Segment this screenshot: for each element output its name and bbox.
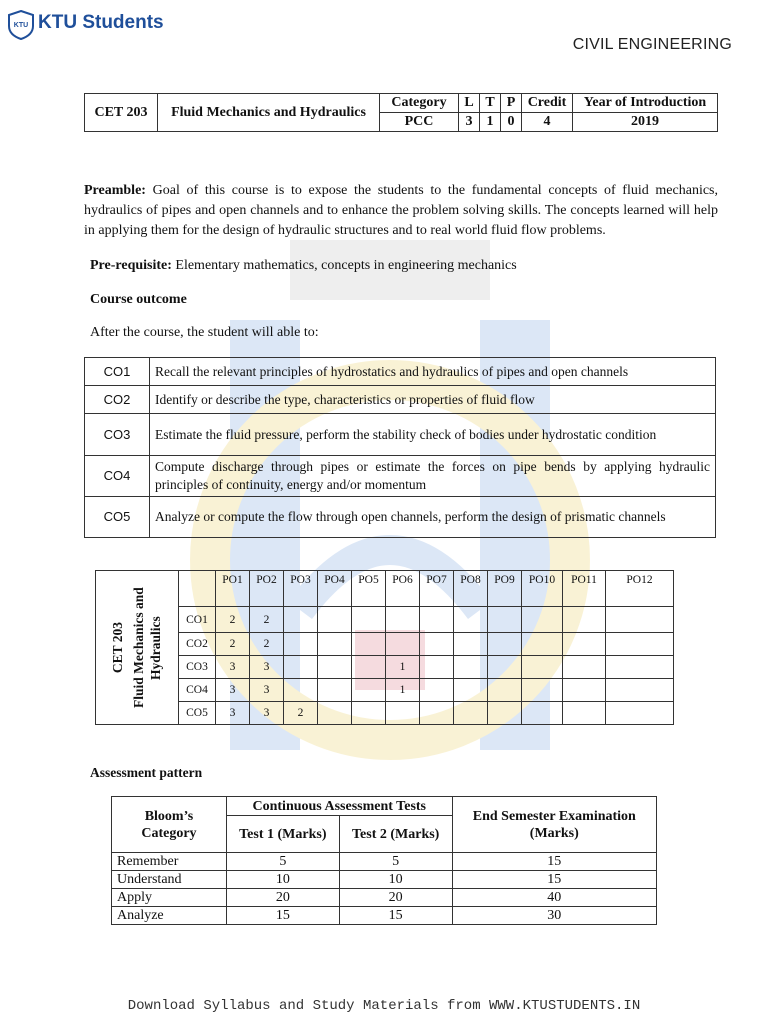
test2-mark: 20 — [339, 889, 452, 907]
department-title: CIVIL ENGINEERING — [572, 36, 732, 53]
mapping-cell — [606, 633, 674, 656]
mapping-cell — [563, 633, 606, 656]
co-code: CO4 — [85, 456, 150, 497]
mapping-cell — [606, 656, 674, 679]
mapping-cell — [606, 607, 674, 633]
mapping-cell — [284, 656, 318, 679]
po-header: PO2 — [250, 571, 284, 607]
bloom-category-header: Bloom’s Category — [112, 797, 227, 853]
mapping-cell — [522, 607, 563, 633]
test1-mark: 20 — [226, 889, 339, 907]
mapping-cell — [454, 702, 488, 725]
table-row — [96, 679, 674, 702]
mapping-cell — [488, 702, 522, 725]
value-l: 3 — [459, 113, 480, 132]
end-mark: 15 — [452, 871, 656, 889]
end-mark: 30 — [452, 907, 656, 925]
table-row — [96, 702, 674, 725]
table-row — [112, 907, 657, 925]
table-row — [112, 889, 657, 907]
mapping-cell: 3 — [216, 702, 250, 725]
mapping-cell — [488, 633, 522, 656]
header-p: P — [501, 94, 522, 113]
mapping-cell — [284, 679, 318, 702]
preamble — [84, 181, 718, 241]
mapping-cell: 2 — [216, 633, 250, 656]
po-header: PO3 — [284, 571, 318, 607]
value-t: 1 — [480, 113, 501, 132]
test1-mark: 15 — [226, 907, 339, 925]
mapping-cell — [420, 679, 454, 702]
po-header: PO8 — [454, 571, 488, 607]
po-header: PO1 — [216, 571, 250, 607]
co-po-mapping-table — [95, 570, 674, 725]
co-code: CO3 — [85, 414, 150, 456]
mapping-cell: 2 — [250, 607, 284, 633]
table-row — [85, 386, 716, 414]
mapping-co: CO2 — [179, 633, 216, 656]
table-row — [85, 456, 716, 497]
course-name: Fluid Mechanics and Hydraulics — [158, 94, 380, 132]
test1-mark: 10 — [226, 871, 339, 889]
header-year: Year of Introduction — [573, 94, 718, 113]
mapping-cell — [454, 633, 488, 656]
mapping-co: CO1 — [179, 607, 216, 633]
table-row — [96, 633, 674, 656]
mapping-co: CO4 — [179, 679, 216, 702]
header-l: L — [459, 94, 480, 113]
mapping-cell — [454, 607, 488, 633]
mapping-cell — [420, 656, 454, 679]
mapping-cell: 1 — [386, 656, 420, 679]
mapping-cell — [386, 607, 420, 633]
mapping-cell — [563, 607, 606, 633]
course-info-table — [84, 93, 718, 132]
po-header: PO7 — [420, 571, 454, 607]
test2-mark: 15 — [339, 907, 452, 925]
table-row — [85, 358, 716, 386]
bloom-category: Remember — [112, 853, 227, 871]
prerequisite — [90, 256, 724, 276]
mapping-cell: 2 — [284, 702, 318, 725]
table-row — [112, 871, 657, 889]
header-t: T — [480, 94, 501, 113]
ktu-logo-icon — [8, 10, 34, 40]
bloom-category: Understand — [112, 871, 227, 889]
co-text: Estimate the fluid pressure, perform the stability check of bodies under hydrostatic condition — [150, 414, 716, 456]
assessment-heading: Assessment pattern — [90, 765, 203, 780]
co-code: CO1 — [85, 358, 150, 386]
mapping-cell — [318, 633, 352, 656]
mapping-cell — [563, 656, 606, 679]
co-text: Identify or describe the type, characteristics or properties of fluid flow — [150, 386, 716, 414]
mapping-course-code: CET 203 — [109, 621, 125, 674]
po-header: PO4 — [318, 571, 352, 607]
po-header: PO11 — [563, 571, 606, 607]
mapping-cell — [563, 702, 606, 725]
mapping-cell: 3 — [216, 679, 250, 702]
mapping-header-row — [96, 571, 674, 607]
test1-mark: 5 — [226, 853, 339, 871]
table-row — [96, 656, 674, 679]
co-code: CO2 — [85, 386, 150, 414]
co-text: Recall the relevant principles of hydrostatics and hydraulics of pipes and open channels — [150, 358, 716, 386]
preamble-text: Goal of this course is to expose the students to the fundamental concepts of fluid mechanics, hydraulics of pipes and open channels and to enhance the problem solving skills. The concepts learned will help in applying them for the design of hydraulic structures and to real world fluid flow problems. — [84, 183, 718, 238]
course-outcome-table — [84, 357, 716, 538]
brand-name: KTU Students — [38, 12, 164, 33]
mapping-cell — [352, 633, 386, 656]
po-header: PO10 — [522, 571, 563, 607]
mapping-cell — [318, 702, 352, 725]
co-text: Compute discharge through pipes or estimate the forces on pipe bends by applying hydraulic principles of continuity, energy and/or momentum — [150, 456, 716, 497]
mapping-cell — [318, 679, 352, 702]
co-text: Analyze or compute the flow through open channels, perform the design of prismatic channels — [150, 497, 716, 538]
mapping-cell — [352, 607, 386, 633]
mapping-course-name: Fluid Mechanics and Hydraulics — [130, 587, 163, 708]
mapping-cell — [488, 679, 522, 702]
test1-header: Test 1 (Marks) — [226, 816, 339, 853]
mapping-cell — [318, 607, 352, 633]
test2-mark: 5 — [339, 853, 452, 871]
prerequisite-text: Elementary mathematics, concepts in engineering mechanics — [175, 258, 517, 273]
mapping-cell — [454, 656, 488, 679]
mapping-cell — [420, 633, 454, 656]
mapping-cell — [420, 702, 454, 725]
end-sem-header: End Semester Examination (Marks) — [452, 797, 656, 853]
value-credit: 4 — [522, 113, 573, 132]
table-row — [85, 497, 716, 538]
mapping-cell — [488, 607, 522, 633]
mapping-cell: 1 — [386, 679, 420, 702]
mapping-cell — [386, 702, 420, 725]
mapping-cell — [522, 702, 563, 725]
co-code: CO5 — [85, 497, 150, 538]
header-credit: Credit — [522, 94, 573, 113]
mapping-cell: 3 — [216, 656, 250, 679]
mapping-cell — [352, 679, 386, 702]
mapping-cell — [522, 633, 563, 656]
bloom-category: Apply — [112, 889, 227, 907]
prerequisite-label: Pre-requisite: — [90, 258, 172, 273]
value-category: PCC — [380, 113, 459, 132]
test2-header: Test 2 (Marks) — [339, 816, 452, 853]
logo-glyph: KTU — [13, 22, 29, 29]
value-p: 0 — [501, 113, 522, 132]
mapping-cell: 3 — [250, 702, 284, 725]
preamble-label: Preamble: — [84, 183, 146, 198]
course-outcome-intro: After the course, the student will able to: — [90, 325, 319, 340]
course-outcome-heading: Course outcome — [90, 292, 187, 307]
mapping-cell — [606, 702, 674, 725]
mapping-cell — [386, 633, 420, 656]
mapping-cell — [522, 656, 563, 679]
mapping-cell — [284, 633, 318, 656]
mapping-cell — [352, 702, 386, 725]
assessment-table — [111, 796, 657, 925]
table-row — [85, 414, 716, 456]
mapping-course-label — [96, 571, 179, 725]
po-header: PO6 — [386, 571, 420, 607]
mapping-cell — [522, 679, 563, 702]
cat-header: Continuous Assessment Tests — [226, 797, 452, 816]
mapping-cell: 2 — [250, 633, 284, 656]
table-row — [96, 607, 674, 633]
header-category: Category — [380, 94, 459, 113]
mapping-cell — [563, 679, 606, 702]
value-year: 2019 — [573, 113, 718, 132]
mapping-cell: 2 — [216, 607, 250, 633]
po-header: PO9 — [488, 571, 522, 607]
bloom-category: Analyze — [112, 907, 227, 925]
table-row — [112, 853, 657, 871]
footer-download-link[interactable]: Download Syllabus and Study Materials from WWW.KTUSTUDENTS.IN — [127, 998, 641, 1014]
po-header: PO5 — [352, 571, 386, 607]
mapping-cell — [454, 679, 488, 702]
end-mark: 15 — [452, 853, 656, 871]
po-header: PO12 — [606, 571, 674, 607]
mapping-cell: 3 — [250, 679, 284, 702]
mapping-cell — [420, 607, 454, 633]
mapping-co: CO5 — [179, 702, 216, 725]
mapping-cell — [352, 656, 386, 679]
mapping-cell — [606, 679, 674, 702]
mapping-cell — [318, 656, 352, 679]
test2-mark: 10 — [339, 871, 452, 889]
mapping-co: CO3 — [179, 656, 216, 679]
mapping-cell — [488, 656, 522, 679]
mapping-cell: 3 — [250, 656, 284, 679]
end-mark: 40 — [452, 889, 656, 907]
course-code: CET 203 — [85, 94, 158, 132]
mapping-corner-cell — [179, 571, 216, 607]
mapping-cell — [284, 607, 318, 633]
